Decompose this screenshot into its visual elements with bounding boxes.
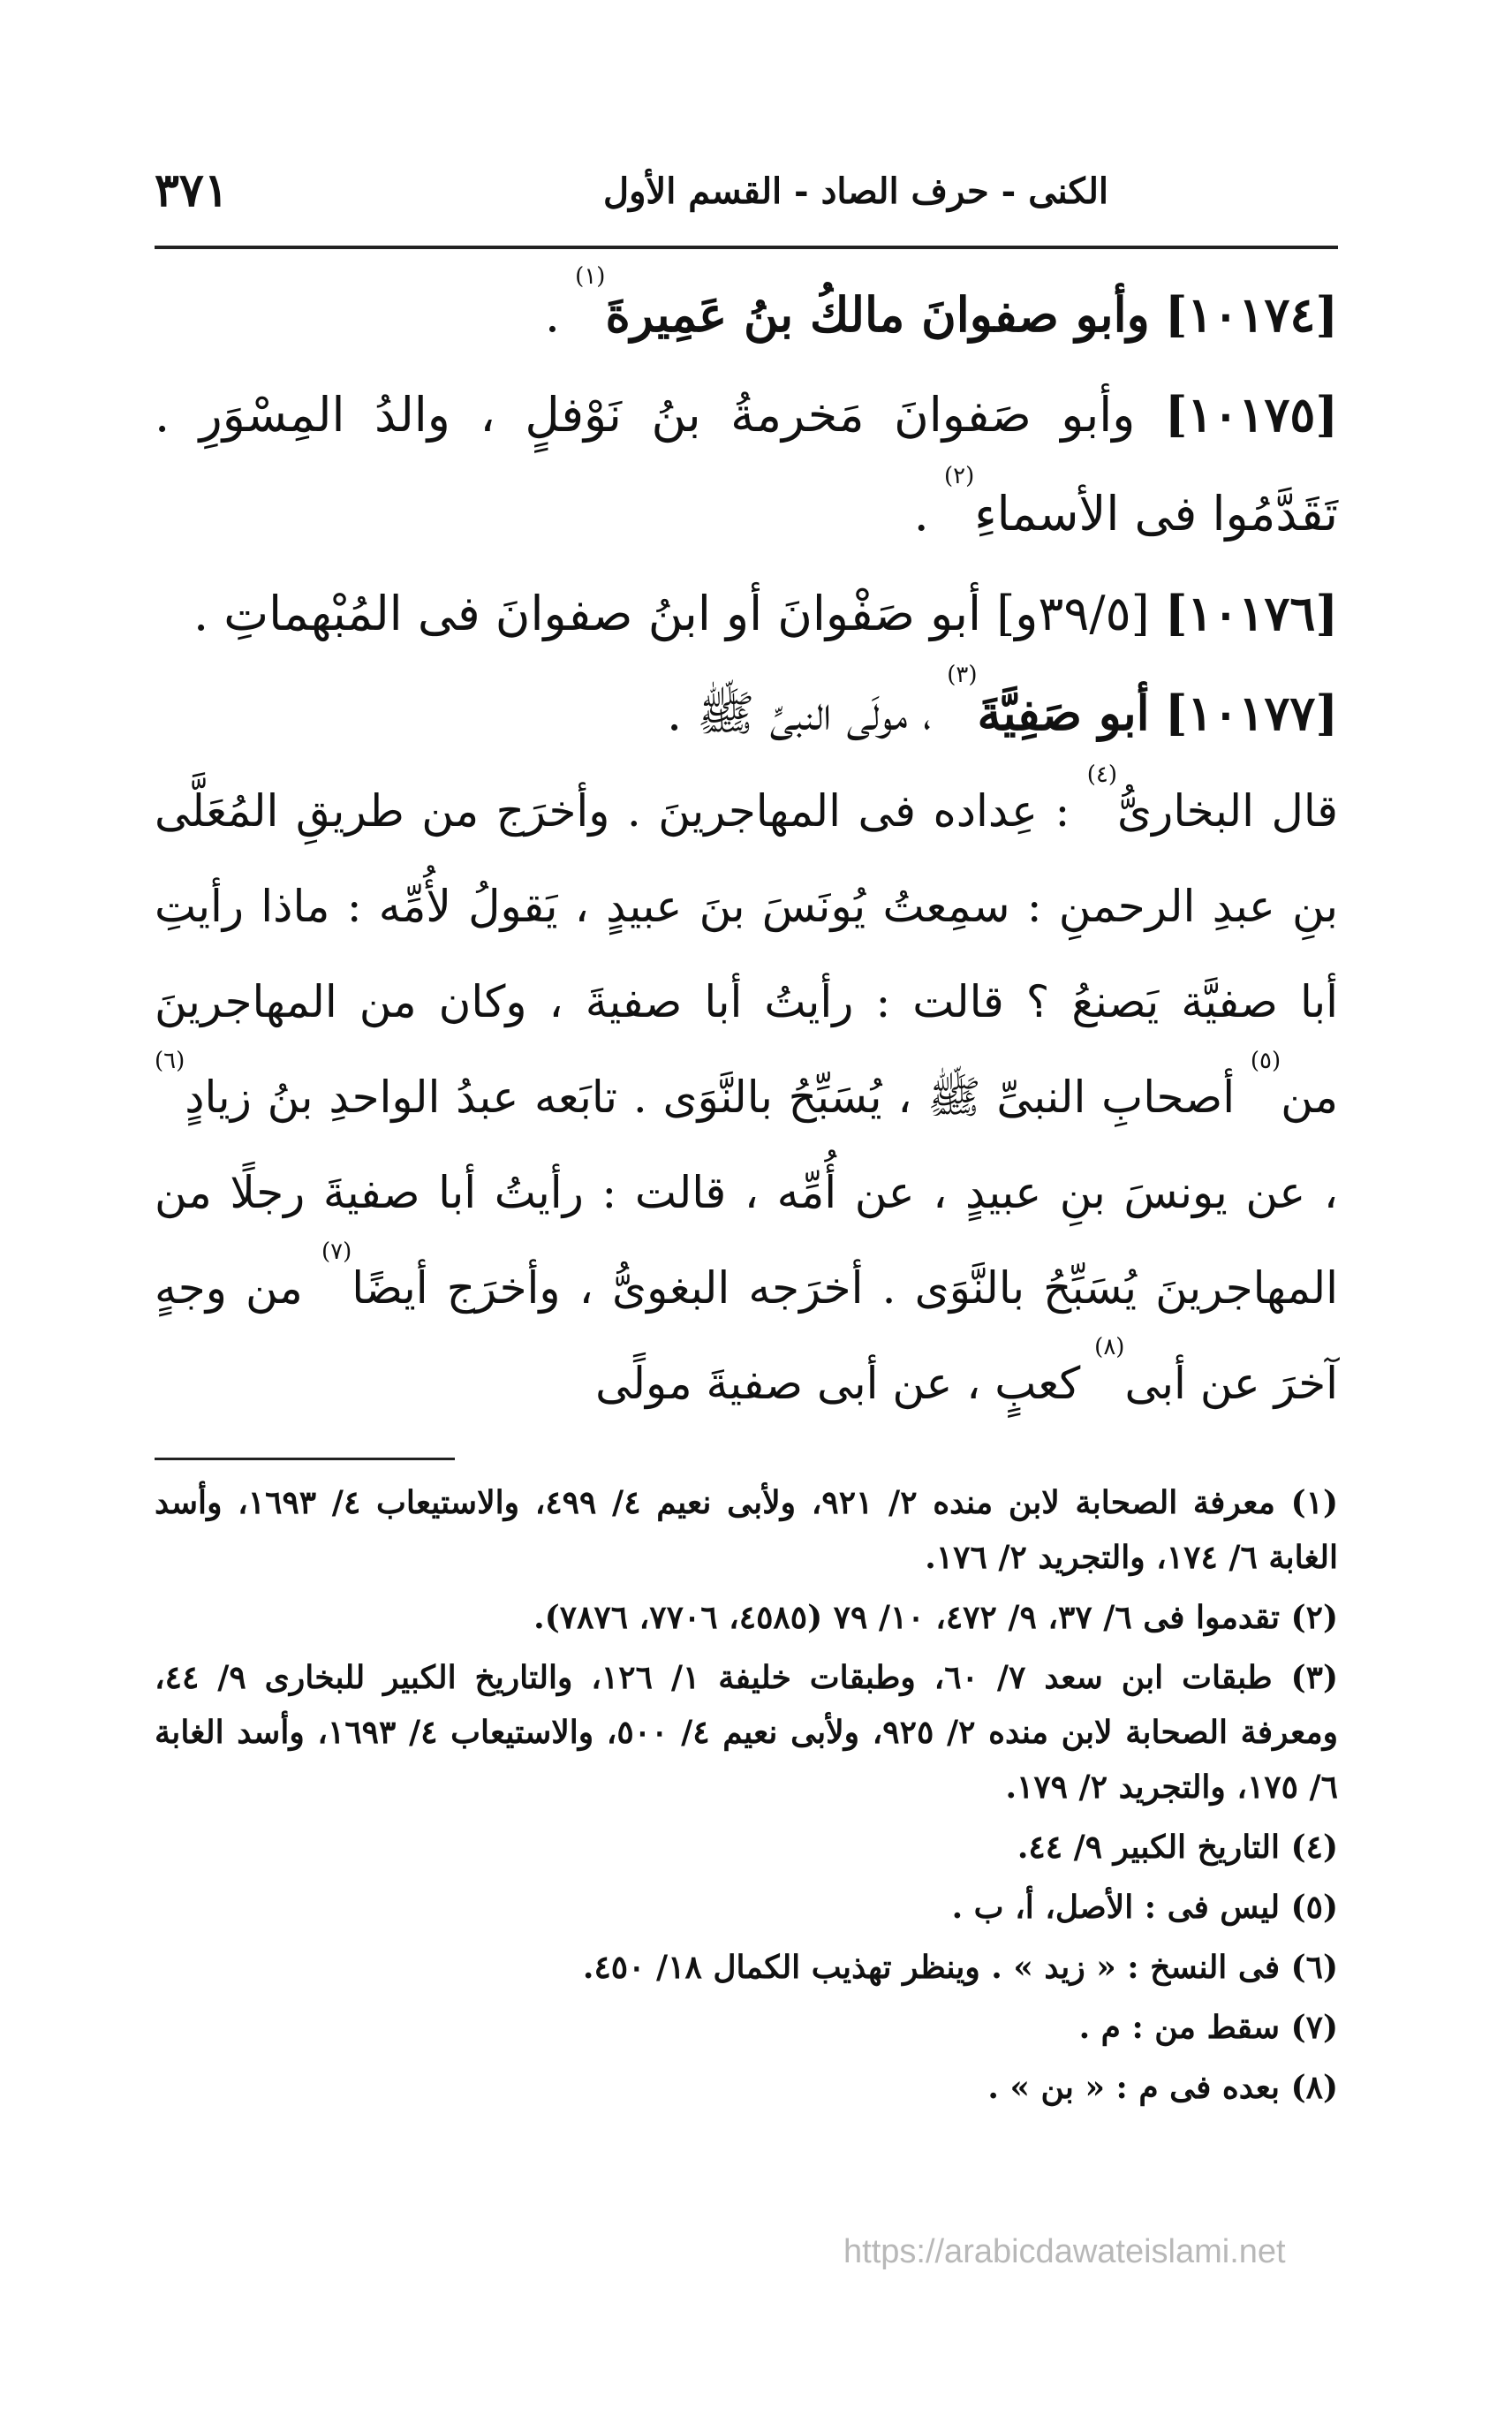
- entry-tail: .: [193, 586, 209, 641]
- entry-10174: [155, 265, 1338, 365]
- paragraph-text: ، عن يونسَ بنِ عبيدٍ ، عن أُمِّه ، قالت : رأيتُ أبا صفيةَ رجلًا من المهاجرينَ يُسَبِّحُ بالنَّوَى . أخرَجه البغوىُّ ، وأخرَج أيضًا: [155, 1167, 1338, 1314]
- page-header: [155, 163, 1338, 225]
- footnote-7: (٧) سقط من : م .: [1078, 2009, 1338, 2046]
- main-text: [155, 265, 1338, 1431]
- footnote-ref[interactable]: (٤): [1086, 761, 1118, 788]
- watermark-url: https://arabicdawateislami.net: [843, 2233, 1286, 2270]
- footnote-divider: [155, 1458, 455, 1460]
- entry-tail: ، مولَى النبىِّ ﷺ .: [666, 686, 933, 741]
- paragraph-text: أصحابِ النبىِّ ﷺ ، يُسَبِّحُ بالنَّوَى . تابَعه عبدُ الواحدِ بنُ زيادٍ: [185, 1072, 1236, 1123]
- footnote-1: (١) معرفة الصحابة لابن منده ٢/ ٩٢١، ولأبى نعيم ٤/ ٤٩٩، والاستيعاب ٤/ ١٦٩٣، وأسد الغابة ٦/ ١٧٤، والتجريد ٢/ ١٧٦.: [155, 1484, 1339, 1576]
- entry-text: [٣٩/٥و] أبو صَفْوانَ أو ابنُ صفوانَ فى المُبْهماتِ: [223, 586, 1150, 641]
- paragraph-text: : عِداده فى المهاجرينَ . وأخرَج من طريقِ المُعَلَّى بنِ عبدِ الرحمنِ : سمِعتُ يُونَسَ بنَ عبيدٍ ، يَقولُ لأُمِّه : ماذا رأيتِ أبا صفيَّة يَصنعُ ؟ قالت : رأيتُ أبا صفيةَ ، وكان من المهاجرينَ من: [155, 785, 1338, 1123]
- footnote-8: (٨) بعده فى م : « بن » .: [987, 2069, 1338, 2106]
- entry-text: وأبو صفوانَ مالكُ بنُ عَمِيرةَ: [605, 286, 1150, 343]
- footnotes: [155, 1475, 1338, 2120]
- entry-tail: .: [913, 486, 929, 542]
- paragraph-text: من وجهٍ آخرَ عن أبى: [155, 1262, 1338, 1409]
- entry-10176: [155, 564, 1338, 663]
- entry-10175: [155, 365, 1338, 564]
- footnote-ref[interactable]: (٥): [1250, 1048, 1281, 1074]
- entry-text: أبو صَفِيَّةَ: [977, 685, 1150, 741]
- footnote-4: (٤) التاريخ الكبير ٩/ ٤٤.: [1017, 1829, 1338, 1866]
- commentary-paragraph: [155, 763, 1338, 1431]
- entry-number: [١٠١٧٧]: [1164, 685, 1338, 741]
- page-number: ٣٧١: [155, 163, 229, 217]
- footnote-3: (٣) طبقات ابن سعد ٧/ ٦٠، وطبقات خليفة ١/ ١٢٦، والتاريخ الكبير للبخارى ٩/ ٤٤، ومعرفة الصحابة لابن منده ٢/ ٩٢٥، ولأبى نعيم ٤/ ٥٠٠، والاستيعاب ٤/ ١٦٩٣، وأسد الغابة ٦/ ١٧٥، والتجريد ٢/ ١٧٩.: [155, 1659, 1339, 1806]
- footnote-ref[interactable]: (٧): [321, 1239, 352, 1265]
- paragraph-text: كعبٍ ، عن أبى صفيةَ مولًى: [595, 1358, 1081, 1409]
- entry-number: [١٠١٧٥]: [1164, 386, 1338, 443]
- entry-tail: .: [544, 287, 560, 343]
- paragraph-text: قال البخارىُّ: [1117, 785, 1338, 837]
- running-title: الكنى - حرف الصاد - القسم الأول: [603, 170, 1108, 212]
- footnote-5: (٥) ليس فى : الأصل، أ، ب .: [951, 1889, 1338, 1926]
- footnote-ref[interactable]: (٨): [1094, 1334, 1125, 1360]
- footnote-ref[interactable]: (١): [575, 263, 606, 290]
- footnote-ref[interactable]: (٣): [947, 662, 978, 688]
- footnote-ref[interactable]: (٢): [943, 463, 975, 489]
- entry-text: وأبو صَفوانَ مَخرمةُ بنُ نَوْفلٍ ، والدُ المِسْوَرِ . تَقَدَّمُوا فى الأسماءِ: [155, 387, 1338, 542]
- entry-10177: [155, 663, 1338, 763]
- footnote-6: (٦) فى النسخ : « زيد » . وينظر تهذيب الكمال ١٨/ ٤٥٠.: [582, 1949, 1338, 1986]
- footnote-ref[interactable]: (٦): [155, 1048, 185, 1074]
- entry-number: [١٠١٧٦]: [1164, 585, 1338, 641]
- entry-number: [١٠١٧٤]: [1164, 286, 1338, 343]
- footnote-2: (٢) تقدموا فى ٦/ ٣٧، ٩/ ٤٧٢، ١٠/ ٧٩ (٤٥٨٥، ٧٧٠٦، ٧٨٧٦).: [533, 1599, 1338, 1636]
- header-rule: [155, 246, 1338, 249]
